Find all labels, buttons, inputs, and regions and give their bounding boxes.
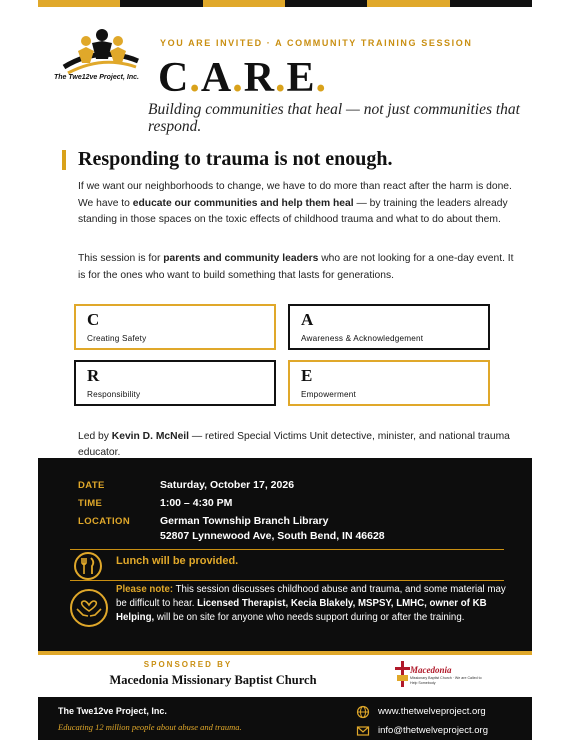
- pillar-word: Empowerment: [301, 390, 356, 399]
- location-line-1: German Township Branch Library: [160, 515, 329, 527]
- leader-line: [78, 429, 518, 461]
- time-label: TIME: [78, 498, 103, 509]
- text-run: Led by: [78, 431, 112, 442]
- pillar-card-e: [288, 360, 490, 406]
- text-run: — by training the leaders already standing in those spaces on the toxic effects of childhood trauma and what to do about them.: [78, 197, 508, 225]
- sponsored-by-label: SPONSORED BY: [143, 660, 233, 669]
- leader-name: Kevin D. McNeil: [111, 431, 190, 442]
- top-bar-segment: [38, 0, 120, 7]
- footer: [38, 697, 532, 740]
- tagline: Building communities that heal — not just communities that respond.: [148, 101, 520, 135]
- acronym-letter: R: [243, 55, 276, 101]
- acronym-letter: C: [158, 55, 190, 101]
- location-line-2: 52807 Lynnewood Ave, South Bend, IN 46628: [160, 530, 385, 542]
- audience-paragraph: [78, 251, 518, 284]
- pillar-card-a: [288, 304, 490, 350]
- headline-text: Responding to trauma is not enough.: [78, 148, 393, 170]
- top-bar-segment: [120, 0, 202, 7]
- flyer: [38, 7, 532, 740]
- divider: [70, 549, 504, 550]
- headline-accent-bar: [62, 150, 66, 170]
- pillar-letter: R: [87, 366, 100, 385]
- heart-hands-icon: [70, 589, 108, 627]
- time-value: 1:00 – 4:30 PM: [160, 497, 233, 509]
- top-bar-segment: [367, 0, 449, 7]
- therapist-info: Licensed Therapist, Kecia Blakely, MSPSY, LMHC, owner of KB Helping,: [116, 598, 487, 624]
- support-note: [116, 583, 506, 626]
- text-emphasis: educate our communities and help them heal: [132, 197, 354, 209]
- care-acronym: [158, 57, 327, 99]
- intro-paragraph: [78, 179, 518, 229]
- lunch-notice: Lunch will be provided.: [116, 555, 239, 567]
- headline: [62, 148, 393, 171]
- globe-icon: [356, 705, 370, 719]
- envelope-icon: [356, 724, 370, 738]
- logo-caption: The Twe12ve Project, Inc.: [54, 74, 139, 81]
- church-cross-logo-icon: [393, 655, 503, 695]
- email-link[interactable]: info@thetwelveproject.org: [378, 725, 488, 736]
- acronym-dot: .: [189, 55, 201, 101]
- footer-tagline: Educating 12 million people about abuse and trauma.: [58, 722, 242, 732]
- top-color-bar: [38, 0, 532, 7]
- church-logo-name: Macedonia: [410, 665, 452, 675]
- event-details-panel: [38, 458, 532, 652]
- text-run: If we want our neighborhoods to change, we have to do more than react after the harm is done. We have to: [78, 181, 512, 209]
- divider: [70, 580, 504, 581]
- text-emphasis: parents and community leaders: [163, 253, 319, 264]
- utensils-icon: [74, 552, 102, 580]
- acronym-letter: A: [200, 55, 233, 101]
- top-bar-segment: [285, 0, 367, 7]
- text-run: will be on site for anyone who needs support during or after the training.: [154, 612, 465, 624]
- pillar-word: Creating Safety: [87, 334, 147, 343]
- top-bar-segment: [450, 0, 532, 7]
- text-run: This session is for: [78, 253, 164, 264]
- location-label: LOCATION: [78, 516, 131, 527]
- acronym-dot: .: [275, 55, 287, 101]
- text-run: — retired Special Victims Unit detective, minister, and national trauma educator.: [78, 431, 510, 458]
- text-run: who are not looking for a one-day event. It is for the ones who want to build something that lasts for generations.: [78, 253, 514, 281]
- pillar-word: Awareness & Acknowledgement: [301, 334, 424, 343]
- pillar-letter: C: [87, 310, 100, 329]
- acronym-letter: E: [286, 55, 316, 101]
- date-value: Saturday, October 17, 2026: [160, 479, 295, 491]
- pillar-word: Responsibility: [87, 390, 141, 399]
- date-label: DATE: [78, 480, 105, 491]
- pillar-letter: E: [301, 366, 313, 385]
- pillar-card-c: [74, 304, 276, 350]
- acronym-dot: .: [315, 55, 328, 101]
- footer-org-name: The Twe12ve Project, Inc.: [58, 706, 167, 716]
- website-link[interactable]: www.thetwelveproject.org: [378, 706, 486, 717]
- pillar-letter: A: [301, 310, 314, 329]
- church-logo-subtitle: Missionary Baptist Church · We are Called to Help Somebody: [410, 676, 482, 685]
- sponsor-name: Macedonia Missionary Baptist Church: [109, 673, 317, 687]
- note-label: Please note:: [116, 584, 174, 595]
- invite-label: YOU ARE INVITED · A COMMUNITY TRAINING SESSION: [160, 38, 473, 48]
- acronym-dot: .: [232, 55, 244, 101]
- text-run: This session discusses childhood abuse and trauma, and some material may be difficult to hear.: [116, 584, 506, 610]
- top-bar-segment: [203, 0, 285, 7]
- pillar-card-r: [74, 360, 276, 406]
